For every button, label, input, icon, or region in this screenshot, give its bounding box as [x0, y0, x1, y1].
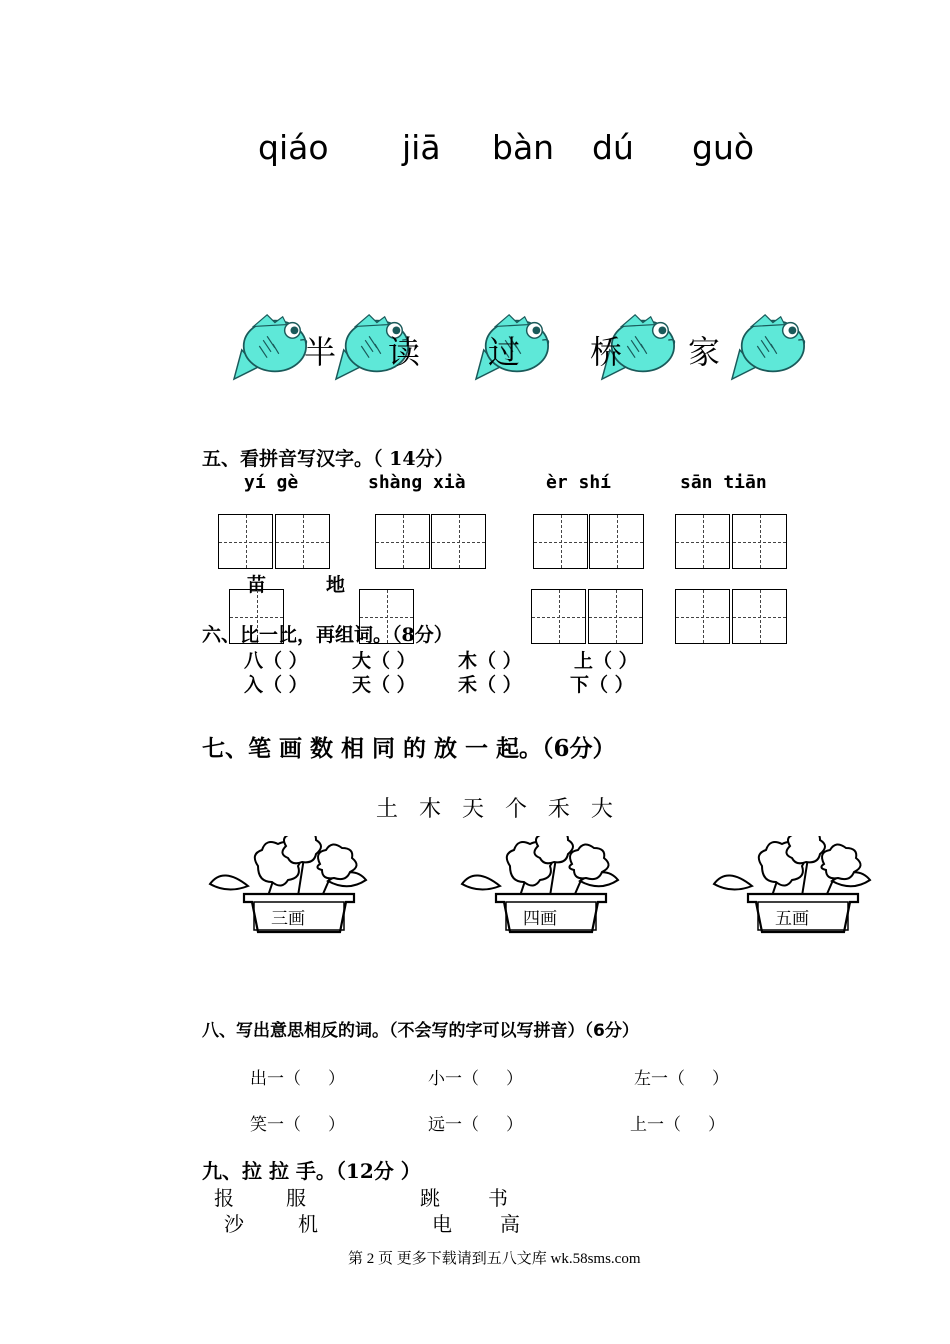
compare-1-1: 八（ ） [244, 650, 308, 672]
antonym-2-1: 笑一（ ） [250, 1115, 346, 1135]
section9-title: 九、拉 拉 手。（12分 ） [202, 1159, 421, 1183]
match-1-4: 书 [488, 1186, 508, 1210]
compare-1-4: 上（ ） [574, 650, 638, 672]
writing-box[interactable] [588, 589, 643, 644]
match-1-1: 报 [214, 1186, 234, 1210]
extra-char-di: 地 [326, 574, 346, 596]
pot-label-4: 四画 [523, 909, 557, 929]
fish-char-5: 家 [688, 333, 721, 371]
pot-label-3: 三画 [271, 909, 305, 929]
match-1-3: 跳 [420, 1186, 440, 1210]
fish-char-2: 读 [388, 333, 421, 371]
pinyin-3: bàn [492, 128, 555, 167]
writing-box[interactable] [675, 514, 730, 569]
section6-title: 六、比一比，再组词。（8分） [202, 624, 453, 646]
writing-box[interactable] [732, 589, 787, 644]
writing-box[interactable] [218, 514, 273, 569]
antonym-1-3: 左一（ ） [634, 1069, 730, 1089]
antonym-1-1: 出一（ ） [250, 1069, 346, 1089]
compare-2-3: 禾（ ） [458, 674, 522, 696]
section5-pinyin-2: shàng xià [368, 472, 466, 493]
writing-box[interactable] [431, 514, 486, 569]
section5-pinyin-4: sān tiān [680, 472, 767, 493]
writing-box[interactable] [589, 514, 644, 569]
match-1-2: 服 [286, 1186, 306, 1210]
pot-label-5: 五画 [775, 909, 809, 929]
writing-box[interactable] [375, 514, 430, 569]
writing-box[interactable] [732, 514, 787, 569]
fish-icon [232, 310, 310, 382]
compare-1-3: 木（ ） [458, 650, 522, 672]
antonym-1-2: 小一（ ） [428, 1069, 524, 1089]
fish-icon [730, 310, 808, 382]
section7-chars: 土 木 天 个 禾 大 [376, 797, 613, 822]
section5-title: 五、看拼音写汉字。（ 14分） [202, 448, 454, 470]
pinyin-5: guò [692, 128, 755, 167]
writing-box[interactable] [675, 589, 730, 644]
writing-box[interactable] [531, 589, 586, 644]
page-footer: 第 2 页 更多下载请到五八文库 wk.58sms.com [348, 1251, 641, 1267]
writing-box[interactable] [275, 514, 330, 569]
writing-box[interactable] [533, 514, 588, 569]
section8-title: 八、写出意思相反的词。（不会写的字可以写拼音）（6分） [202, 1021, 639, 1041]
compare-2-2: 天（ ） [352, 674, 416, 696]
pinyin-1: qiáo [258, 128, 329, 167]
compare-2-1: 入（ ） [244, 674, 308, 696]
pinyin-2: jiā [402, 128, 441, 167]
compare-2-4: 下（ ） [570, 674, 634, 696]
match-2-2: 机 [298, 1212, 318, 1236]
fish-char-1: 半 [304, 333, 337, 371]
antonym-2-2: 远一（ ） [428, 1115, 524, 1135]
section5-pinyin-3: èr shí [546, 472, 612, 493]
section7-title: 七、笔 画 数 相 同 的 放 一 起。（6分） [202, 735, 616, 762]
antonym-2-3: 上一（ ） [630, 1115, 726, 1135]
fish-char-3: 过 [488, 333, 521, 371]
compare-1-2: 大（ ） [352, 650, 416, 672]
match-2-4: 高 [500, 1212, 520, 1236]
fish-char-4: 桥 [590, 333, 623, 371]
pinyin-4: dú [592, 128, 634, 167]
match-2-3: 电 [432, 1212, 452, 1236]
match-2-1: 沙 [224, 1212, 244, 1236]
section5-pinyin-1: yí gè [244, 472, 299, 493]
extra-char-miao: 苗 [247, 574, 267, 596]
